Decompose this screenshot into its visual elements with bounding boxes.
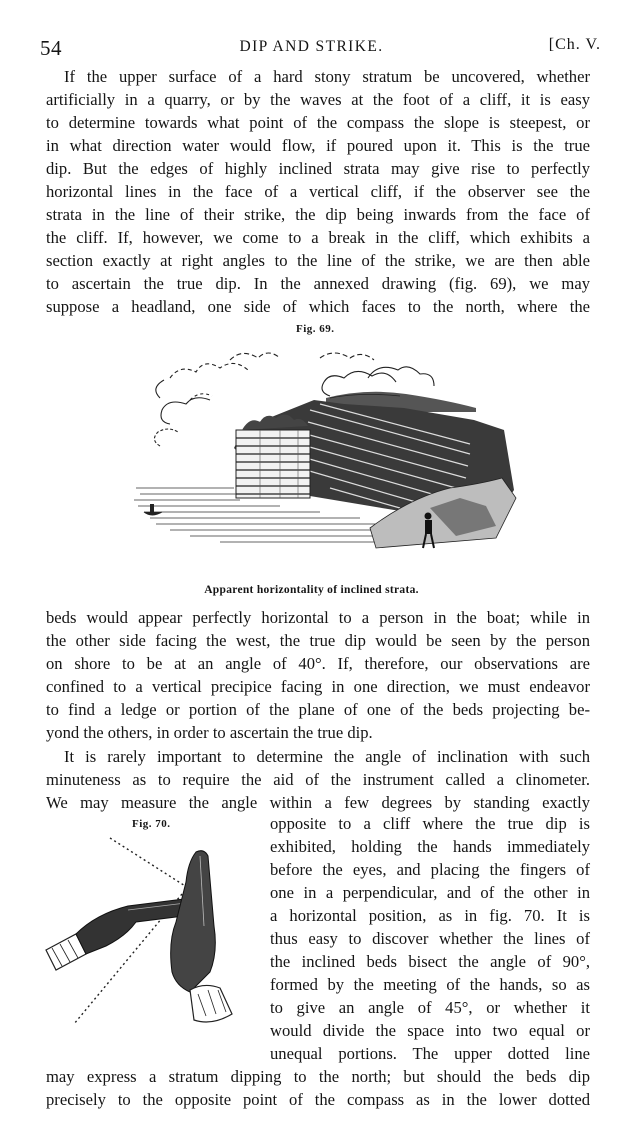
text-line: the inclined beds bisect the angle of 90°, (270, 952, 590, 971)
chapter-mark: [Ch. V. (548, 36, 601, 53)
text-line: a horizontal position, as in fig. 70. It is (270, 906, 590, 925)
text-line: We may measure the angle within a few degrees by standing exactly (46, 793, 590, 812)
text-line: beds would appear perfectly horizontal to a person in the boat; while in (46, 608, 590, 627)
figure-70-label: Fig. 70. (132, 818, 171, 830)
page-header (0, 36, 623, 62)
text-line: to find a ledge or portion of the plane of one of the beds projecting be- (46, 700, 590, 719)
text-line: confined to a vertical precipice facing in one direction, we must endeavor (46, 677, 590, 696)
text-line: to determine towards what point of the compass the slope is steepest, or (46, 113, 590, 132)
text-line: to ascertain the true dip. In the annexed drawing (fig. 69), we may (46, 274, 590, 293)
text-line: dip. But the edges of highly inclined strata may give rise to perfectly (46, 159, 590, 178)
text-line: may express a stratum dipping to the north; but should the beds dip (46, 1067, 590, 1086)
text-line: yond the others, in order to ascertain the true dip. (46, 723, 373, 742)
boat (144, 512, 162, 515)
text-line: in what direction water would flow, if poured upon it. This is the true (46, 136, 590, 155)
text-line: exhibited, holding the hands immediately (270, 837, 590, 856)
text-line: formed by the meeting of the hands, so as (270, 975, 590, 994)
running-title: DIP AND STRIKE. (239, 38, 384, 55)
text-line: If the upper surface of a hard stony stratum be uncovered, whether (64, 67, 590, 86)
figure-70-illustration (44, 834, 264, 1034)
figure-69-illustration (130, 338, 520, 560)
text-line: horizontal lines in the face of a vertical cliff, if the observer see the (46, 182, 590, 201)
text-line: thus easy to discover whether the lines of (270, 929, 590, 948)
text-line: artificially in a quarry, or by the waves at the foot of a cliff, it is easy (46, 90, 590, 109)
text-line: the cliff. If, however, we come to a break in the cliff, which exhibits a (46, 228, 590, 247)
figure-69-label: Fig. 69. (296, 323, 335, 335)
text-line: suppose a headland, one side of which faces to the north, where the (46, 297, 590, 316)
text-line: would divide the space into two equal or (270, 1021, 590, 1040)
text-line: It is rarely important to determine the angle of inclination with such (64, 747, 590, 766)
text-line: the other side facing the west, the true dip would be seen by the person (46, 631, 590, 650)
text-line: one in a perpendicular, and of the other in (270, 883, 590, 902)
text-line: on shore to be at an angle of 40°. If, therefore, our observations are (46, 654, 590, 673)
text-line: minuteness as to require the aid of the instrument called a clinometer. (46, 770, 590, 789)
text-line: before the eyes, and placing the fingers of (270, 860, 590, 879)
text-line: section exactly at right angles to the line of the strike, we are then able (46, 251, 590, 270)
text-line: to give an angle of 45°, or whether it (270, 998, 590, 1017)
page-number: 54 (40, 36, 62, 60)
text-line: opposite to a cliff where the true dip is (270, 814, 590, 833)
figure-69-caption: Apparent horizontality of inclined strata. (204, 584, 419, 596)
text-line: unequal portions. The upper dotted line (270, 1044, 590, 1063)
text-line: strata in the line of their strike, the dip being inwards from the face of (46, 205, 590, 224)
text-line: precisely to the opposite point of the compass as in the lower dotted (46, 1090, 590, 1109)
